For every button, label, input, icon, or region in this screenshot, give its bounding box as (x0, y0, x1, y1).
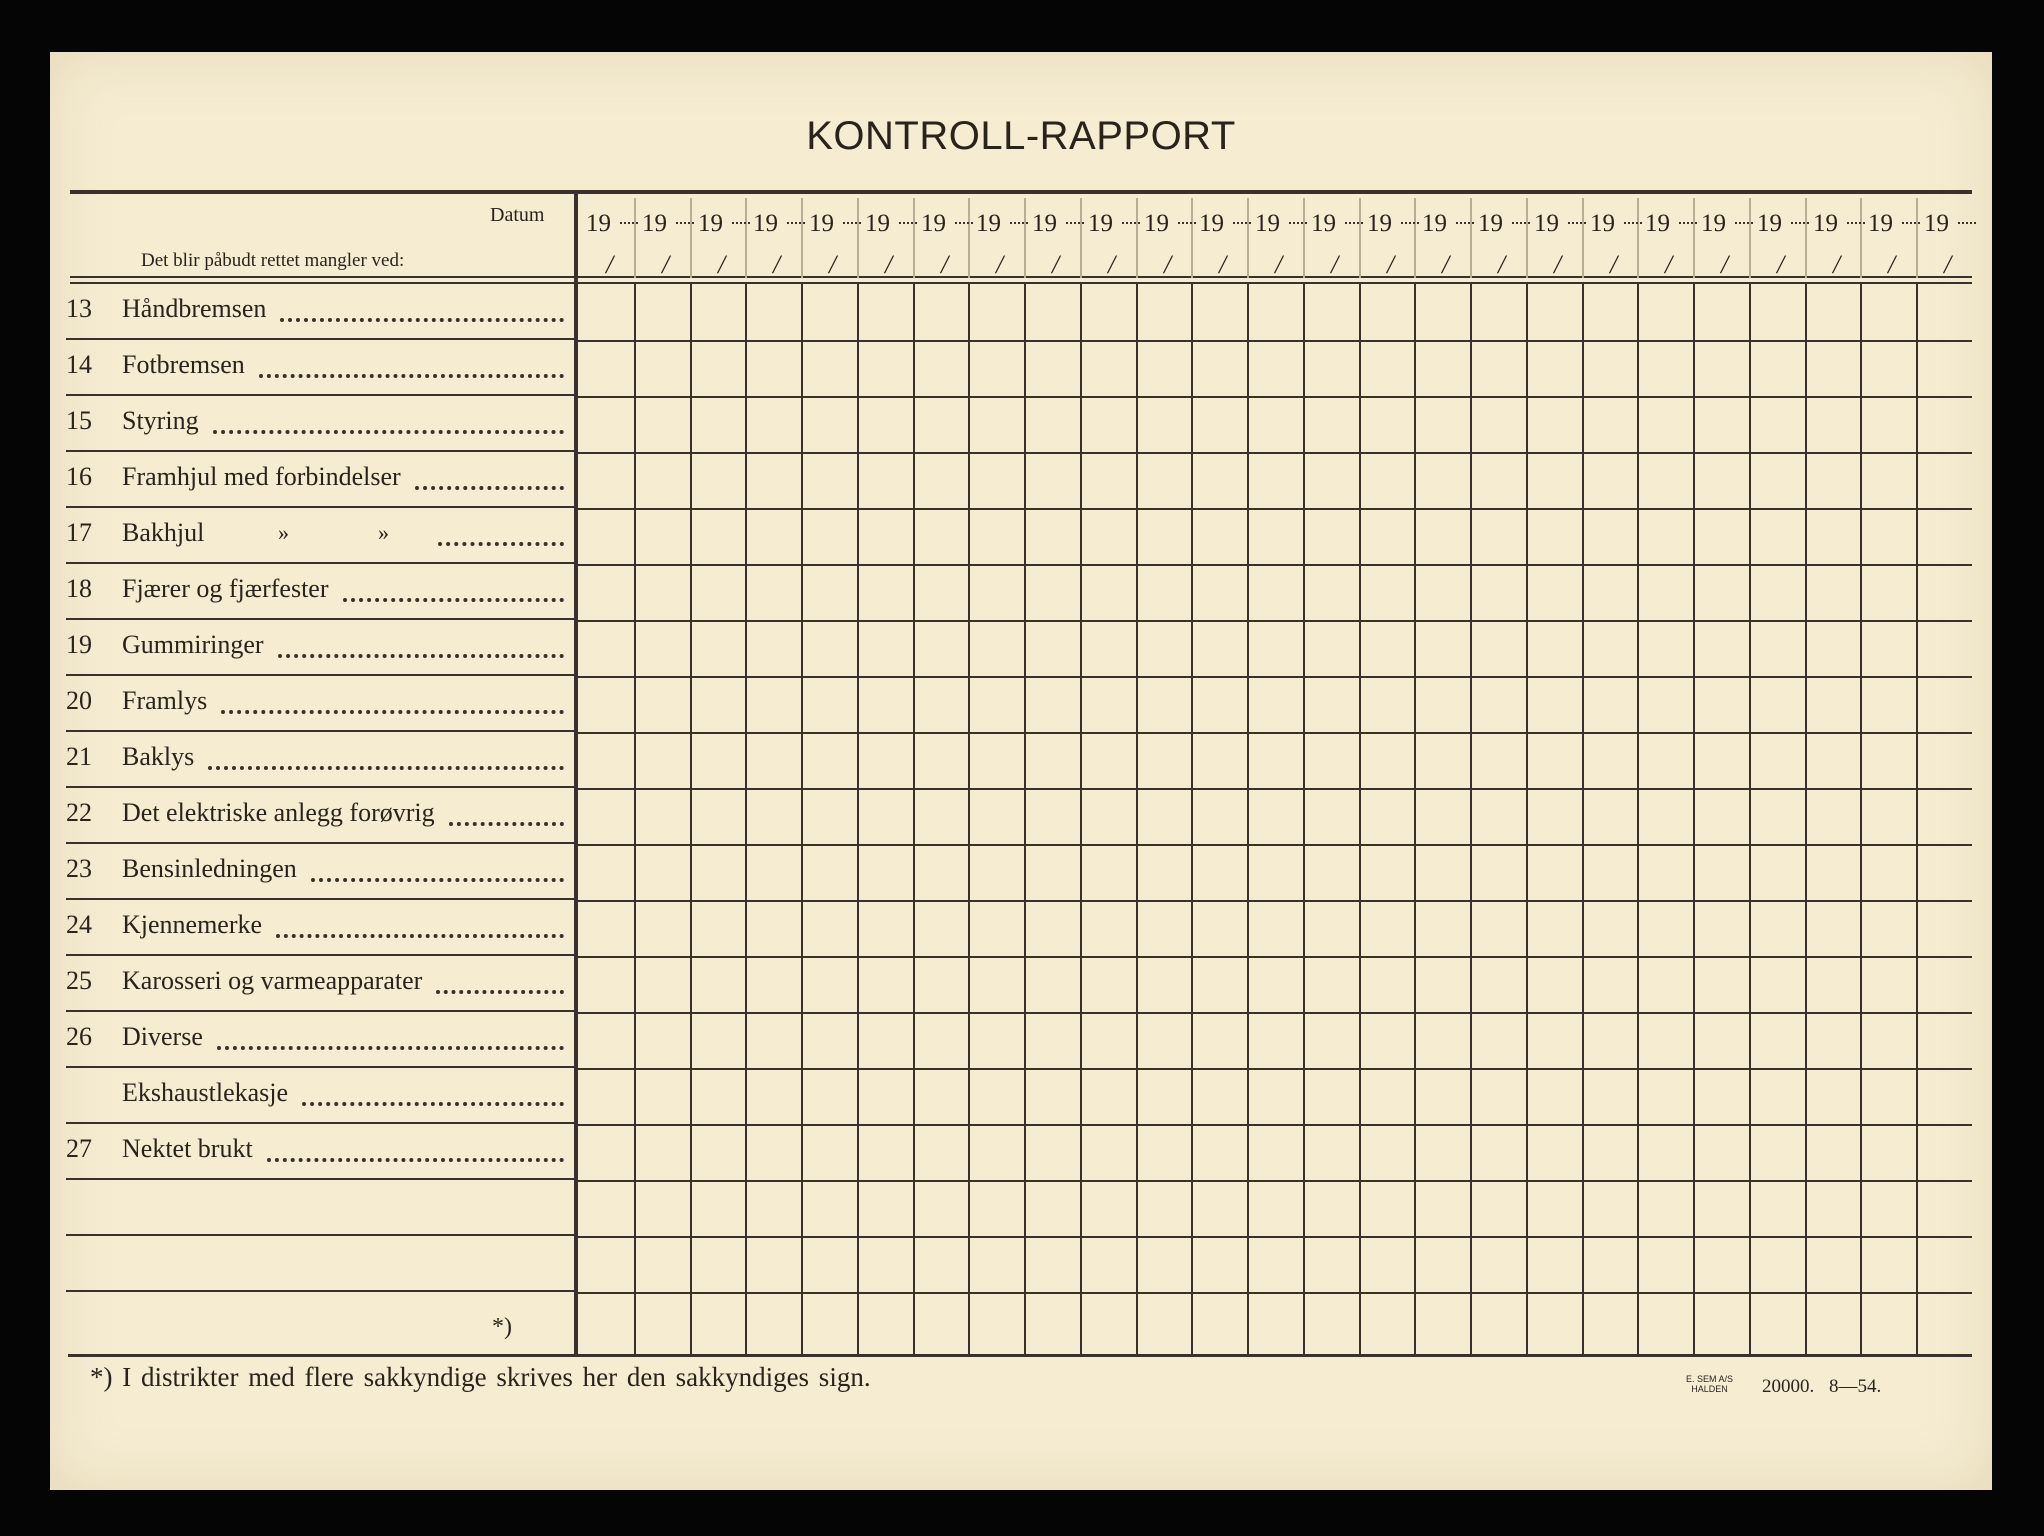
grid-column-line (1860, 284, 1862, 1356)
date-year-prefix: 19 (1478, 210, 1503, 237)
date-field[interactable] (634, 192, 690, 282)
signature-footnote-mark: *) (492, 1314, 512, 1340)
dot-leader (259, 374, 564, 378)
grid-column-line (690, 284, 692, 1356)
date-field[interactable] (968, 192, 1024, 282)
date-year-prefix: 19 (1088, 210, 1113, 237)
row-number: 13 (66, 294, 92, 323)
checklist-row (66, 452, 574, 508)
bottom-rule (68, 1354, 1972, 1357)
row-label: Ekshaustlekasje (122, 1078, 289, 1107)
grid-row-line (578, 1012, 1972, 1014)
grid-column-line (801, 284, 803, 1356)
date-field[interactable] (1414, 192, 1470, 282)
date-year-prefix: 19 (1199, 210, 1224, 237)
date-year-prefix: 19 (1757, 210, 1782, 237)
date-separator: / (1442, 250, 1450, 279)
grid-column-line (1191, 284, 1193, 1356)
dot-leader (208, 766, 564, 770)
date-year-prefix: 19 (698, 210, 723, 237)
row-label: Bakhjul (122, 518, 205, 547)
grid-row-line (578, 340, 1972, 342)
row-label: Gummiringer (122, 630, 264, 659)
date-separator: / (1275, 250, 1283, 279)
date-separator: / (662, 250, 670, 279)
date-year-prefix: 19 (753, 210, 778, 237)
date-field[interactable] (1136, 192, 1192, 282)
footnote: *) I distrikter med flere sakkyndige skrives her den sakkyndiges sign. (90, 1362, 871, 1392)
date-year-prefix: 19 (1868, 210, 1893, 237)
date-year-prefix: 19 (1813, 210, 1838, 237)
date-field[interactable] (1359, 192, 1415, 282)
date-separator: / (1219, 250, 1227, 279)
date-field[interactable] (1526, 192, 1582, 282)
date-field[interactable] (1191, 192, 1247, 282)
grid-column-line (1582, 284, 1584, 1356)
dot-leader (436, 990, 564, 994)
row-number: 17 (66, 518, 92, 547)
row-label: Framhjul med forbindelser (122, 462, 401, 491)
date-separator: / (1944, 250, 1952, 279)
row-number: 18 (66, 574, 92, 603)
grid-column-line (1136, 284, 1138, 1356)
date-year-prefix: 19 (1701, 210, 1726, 237)
date-separator: / (1665, 250, 1673, 279)
date-field[interactable] (1247, 192, 1303, 282)
grid-row-line (578, 1068, 1972, 1070)
grid-column-line (1247, 284, 1249, 1356)
header-subtitle: Det blir påbudt rettet mangler ved: (141, 250, 405, 271)
date-separator: / (1610, 250, 1618, 279)
checklist-row (66, 1124, 574, 1180)
checklist-row (66, 676, 574, 732)
date-field[interactable] (1693, 192, 1749, 282)
checklist-row (66, 956, 574, 1012)
grid-row-line (578, 1124, 1972, 1126)
grid-column-line (1024, 284, 1026, 1356)
date-separator: / (1108, 250, 1116, 279)
row-label: Diverse (122, 1022, 203, 1051)
grid-column-line (634, 284, 636, 1356)
row-number: 20 (66, 686, 92, 715)
row-number: 25 (66, 966, 92, 995)
grid-column-line (1470, 284, 1472, 1356)
date-year-prefix: 19 (1144, 210, 1169, 237)
grid-column-line (968, 284, 970, 1356)
grid-row-line (578, 1292, 1972, 1294)
date-year-prefix: 19 (865, 210, 890, 237)
date-separator: / (718, 250, 726, 279)
ditto-mark: » (378, 520, 389, 545)
date-separator: / (829, 250, 837, 279)
grid-column-line (857, 284, 859, 1356)
grid-row-line (578, 956, 1972, 958)
date-separator: / (1554, 250, 1562, 279)
date-field[interactable] (1749, 192, 1805, 282)
form-title: KONTROLL-RAPPORT (806, 114, 1236, 158)
row-number: 21 (66, 742, 92, 771)
date-year-prefix: 19 (586, 210, 611, 237)
dot-leader (438, 542, 564, 546)
date-year-prefix: 19 (1422, 210, 1447, 237)
date-separator: / (1387, 250, 1395, 279)
row-label: Kjennemerke (122, 910, 263, 939)
checklist-row (66, 1068, 574, 1124)
date-year-prefix: 19 (1534, 210, 1559, 237)
grid-column-line (913, 284, 915, 1356)
date-separator: / (606, 250, 614, 279)
date-field[interactable] (1080, 192, 1136, 282)
checklist-row (66, 1012, 574, 1068)
date-separator: / (885, 250, 893, 279)
dot-leader (343, 598, 564, 602)
checklist-row (66, 340, 574, 396)
checklist-row (66, 900, 574, 956)
checklist-row (66, 396, 574, 452)
dot-leader (449, 822, 564, 826)
row-number: 14 (66, 350, 92, 379)
checklist-row (66, 732, 574, 788)
row-label: Styring (122, 406, 199, 435)
date-field[interactable] (1470, 192, 1526, 282)
checklist-row (66, 508, 574, 564)
grid-row-line (578, 508, 1972, 510)
grid-row-line (578, 1180, 1972, 1182)
date-field[interactable] (1637, 192, 1693, 282)
date-separator: / (1721, 250, 1729, 279)
dot-leader (221, 710, 564, 714)
dot-leader (311, 878, 564, 882)
grid-row-line (578, 396, 1972, 398)
dot-leader (217, 1046, 564, 1050)
date-field[interactable] (913, 192, 969, 282)
date-field[interactable] (801, 192, 857, 282)
grid-column-line (745, 284, 747, 1356)
date-separator: / (941, 250, 949, 279)
date-field[interactable] (1805, 192, 1861, 282)
date-separator: / (1888, 250, 1896, 279)
grid-row-line (578, 620, 1972, 622)
checklist-row (66, 788, 574, 844)
date-year-prefix: 19 (642, 210, 667, 237)
row-label: Karosseri og varmeapparater (122, 966, 423, 995)
date-separator: / (1498, 250, 1506, 279)
date-year-prefix: 19 (921, 210, 946, 237)
grid-column-line (1637, 284, 1639, 1356)
grid-column-line (1080, 284, 1082, 1356)
date-separator: / (1777, 250, 1785, 279)
dot-leader (280, 318, 564, 322)
grid-row-line (578, 564, 1972, 566)
row-label: Håndbremsen (122, 294, 267, 323)
grid-column-line (1359, 284, 1361, 1356)
blank-row[interactable] (66, 1236, 574, 1292)
blank-row[interactable] (66, 1180, 574, 1236)
date-year-prefix: 19 (1924, 210, 1949, 237)
date-year-prefix: 19 (976, 210, 1001, 237)
date-field[interactable] (1916, 192, 1972, 282)
grid-row-line (578, 1236, 1972, 1238)
dot-leader (302, 1102, 564, 1106)
date-separator: / (773, 250, 781, 279)
row-number: 16 (66, 462, 92, 491)
datum-label: Datum (490, 204, 545, 226)
date-year-prefix: 19 (809, 210, 834, 237)
grid-column-line (1526, 284, 1528, 1356)
grid-column-line (1749, 284, 1751, 1356)
grid-column-line (1805, 284, 1807, 1356)
row-number: 15 (66, 406, 92, 435)
row-number: 19 (66, 630, 92, 659)
row-number: 23 (66, 854, 92, 883)
date-separator: / (1331, 250, 1339, 279)
date-separator: / (1833, 250, 1841, 279)
date-field[interactable] (1024, 192, 1080, 282)
grid-row-line (578, 732, 1972, 734)
row-number: 24 (66, 910, 92, 939)
date-year-prefix: 19 (1311, 210, 1336, 237)
ditto-mark: » (278, 520, 289, 545)
row-label: Fjærer og fjærfester (122, 574, 329, 603)
date-field[interactable] (690, 192, 746, 282)
dot-leader (267, 1158, 564, 1162)
date-field[interactable] (1582, 192, 1638, 282)
inspection-card (50, 52, 1992, 1490)
row-label: Det elektriske anlegg forøvrig (122, 798, 435, 827)
row-label: Bensinledningen (122, 854, 297, 883)
date-field[interactable] (745, 192, 801, 282)
date-field[interactable] (578, 192, 634, 282)
row-label: Nektet brukt (122, 1134, 253, 1163)
row-number: 22 (66, 798, 92, 827)
row-label: Baklys (122, 742, 195, 771)
date-year-prefix: 19 (1032, 210, 1057, 237)
grid-row-line (578, 676, 1972, 678)
dot-leader (415, 486, 564, 490)
grid-column-line (1414, 284, 1416, 1356)
date-separator: / (996, 250, 1004, 279)
date-year-prefix: 19 (1255, 210, 1280, 237)
grid-column-line (1303, 284, 1305, 1356)
row-number: 27 (66, 1134, 92, 1163)
print-code: 20000. 8—54. (1762, 1376, 1882, 1397)
date-year-prefix: 19 (1367, 210, 1392, 237)
dot-leader (213, 430, 564, 434)
date-field[interactable] (857, 192, 913, 282)
printer-imprint (1686, 1374, 1733, 1394)
printer-city: HALDEN (1691, 1384, 1728, 1394)
date-year-prefix: 19 (1645, 210, 1670, 237)
checklist-row (66, 620, 574, 676)
grid-column-line (1693, 284, 1695, 1356)
date-field[interactable] (1860, 192, 1916, 282)
checklist-row (66, 284, 574, 340)
dot-leader (278, 654, 564, 658)
row-label: Fotbremsen (122, 350, 245, 379)
row-label: Framlys (122, 686, 208, 715)
row-number: 26 (66, 1022, 92, 1051)
dot-leader (276, 934, 564, 938)
date-field[interactable] (1303, 192, 1359, 282)
checklist-row (66, 844, 574, 900)
printer-name: E. SEM A/S (1686, 1374, 1734, 1384)
checklist-row (66, 564, 574, 620)
grid-row-line (578, 452, 1972, 454)
grid-row-line (578, 788, 1972, 790)
grid-row-line (578, 900, 1972, 902)
date-separator: / (1052, 250, 1060, 279)
date-dots (1958, 222, 1976, 224)
date-year-prefix: 19 (1590, 210, 1615, 237)
grid-row-line (578, 844, 1972, 846)
date-separator: / (1164, 250, 1172, 279)
grid-column-line (1916, 284, 1918, 1356)
